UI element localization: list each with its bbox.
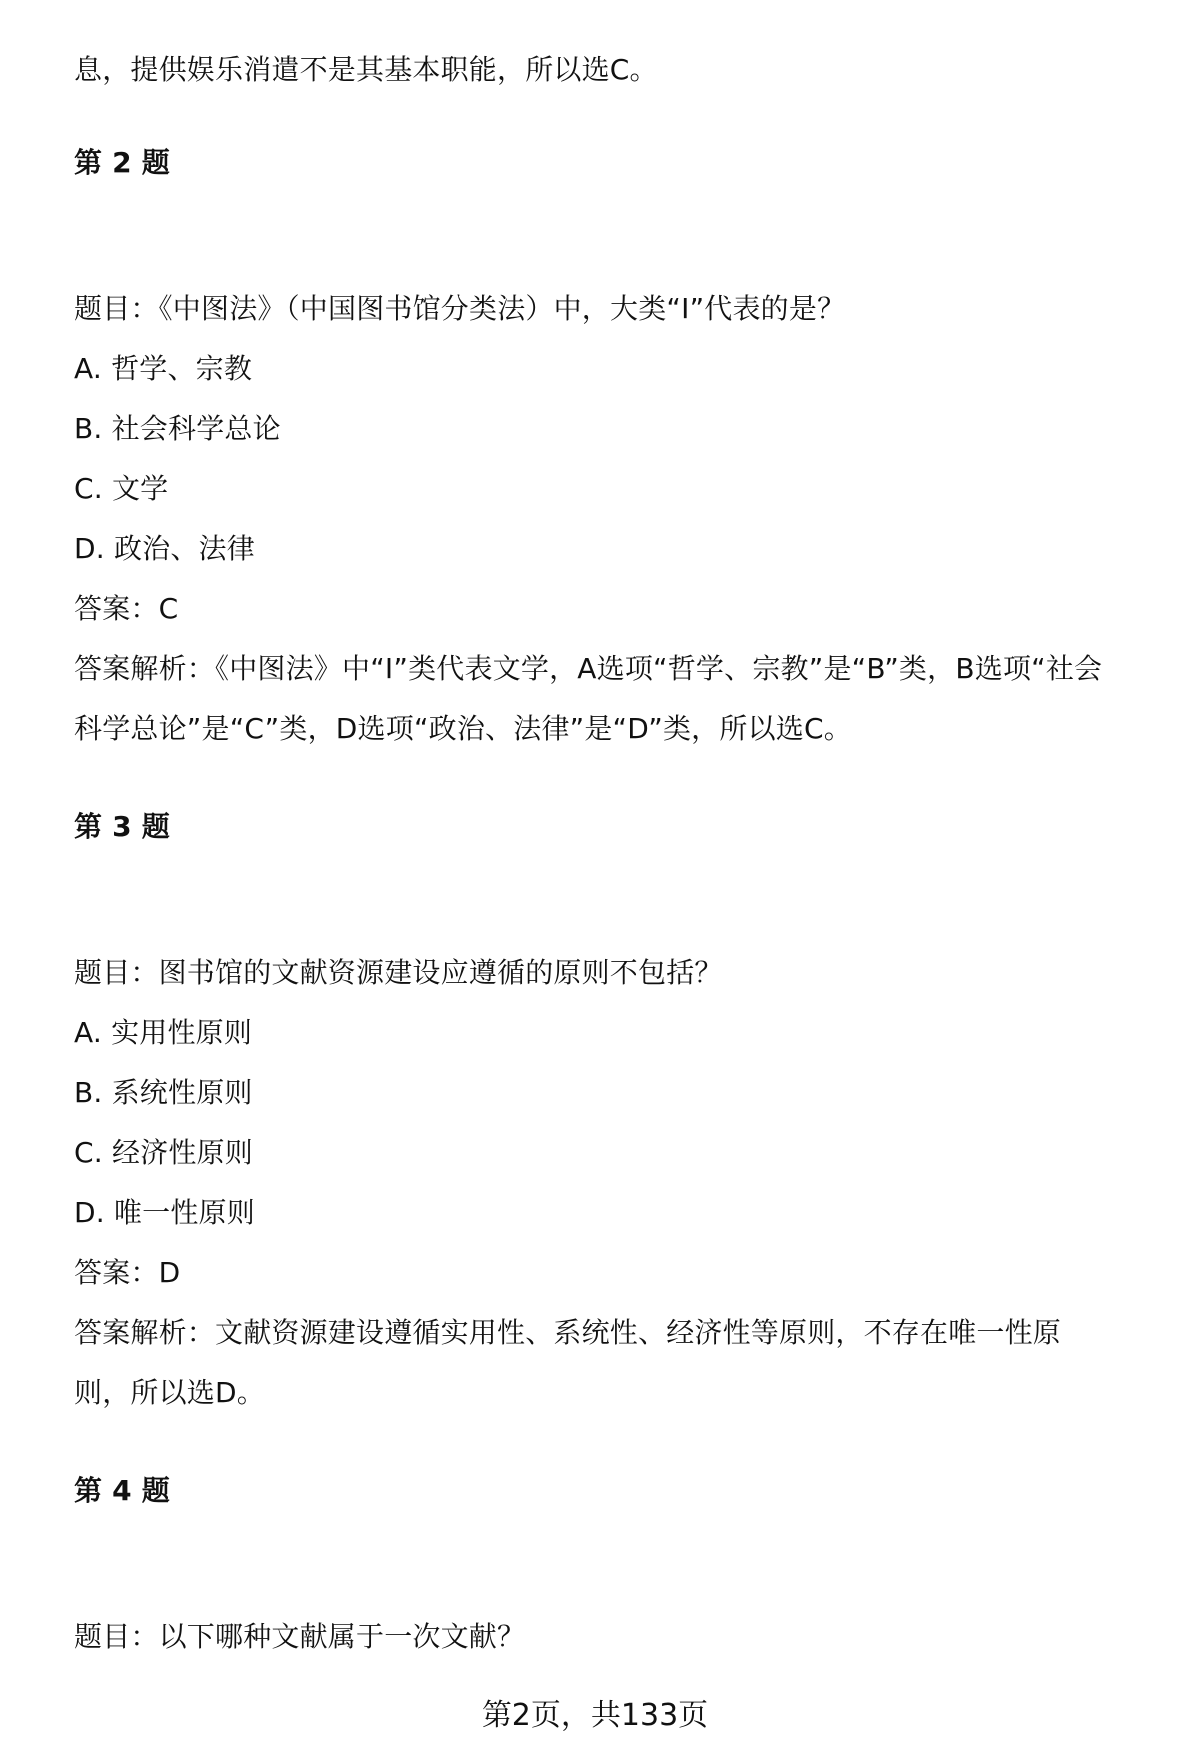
question-2-heading: 第 2 题	[74, 146, 170, 179]
question-3-option-a: A. 实用性原则	[74, 1016, 253, 1049]
question-3-explanation-line-2: 则，所以选D。	[74, 1376, 265, 1409]
question-3-explanation-line-1: 答案解析：文献资源建设遵循实用性、系统性、经济性等原则，不存在唯一性原	[74, 1316, 1062, 1349]
question-2-option-b: B. 社会科学总论	[74, 412, 281, 445]
page-number-footer: 第2页，共133页	[481, 1698, 709, 1733]
question-3-option-c: C. 经济性原则	[74, 1136, 253, 1169]
question-2-explanation-line-2: 科学总论”是“C”类，D选项“政治、法律”是“D”类，所以选C。	[74, 712, 852, 745]
question-2-answer: 答案：C	[74, 592, 179, 625]
question-4-stem: 题目：以下哪种文献属于一次文献？	[74, 1620, 526, 1653]
question-2-option-d: D. 政治、法律	[74, 532, 255, 565]
question-4-heading: 第 4 题	[74, 1474, 170, 1507]
question-2-explanation-line-1: 答案解析：《中图法》中“I”类代表文学，A选项“哲学、宗教”是“B”类，B选项“社会	[74, 652, 1103, 685]
question-2-option-a: A. 哲学、宗教	[74, 352, 253, 385]
question-3-option-b: B. 系统性原则	[74, 1076, 253, 1109]
question-3-answer: 答案：D	[74, 1256, 181, 1289]
question-3-stem: 题目：图书馆的文献资源建设应遵循的原则不包括？	[74, 956, 723, 989]
carryover-explanation-line: 息，提供娱乐消遣不是其基本职能，所以选C。	[74, 53, 658, 86]
question-2-stem: 题目：《中图法》（中国图书馆分类法）中，大类“I”代表的是？	[74, 292, 846, 325]
question-3-option-d: D. 唯一性原则	[74, 1196, 255, 1229]
question-3-heading: 第 3 题	[74, 810, 170, 843]
question-2-option-c: C. 文学	[74, 472, 169, 505]
